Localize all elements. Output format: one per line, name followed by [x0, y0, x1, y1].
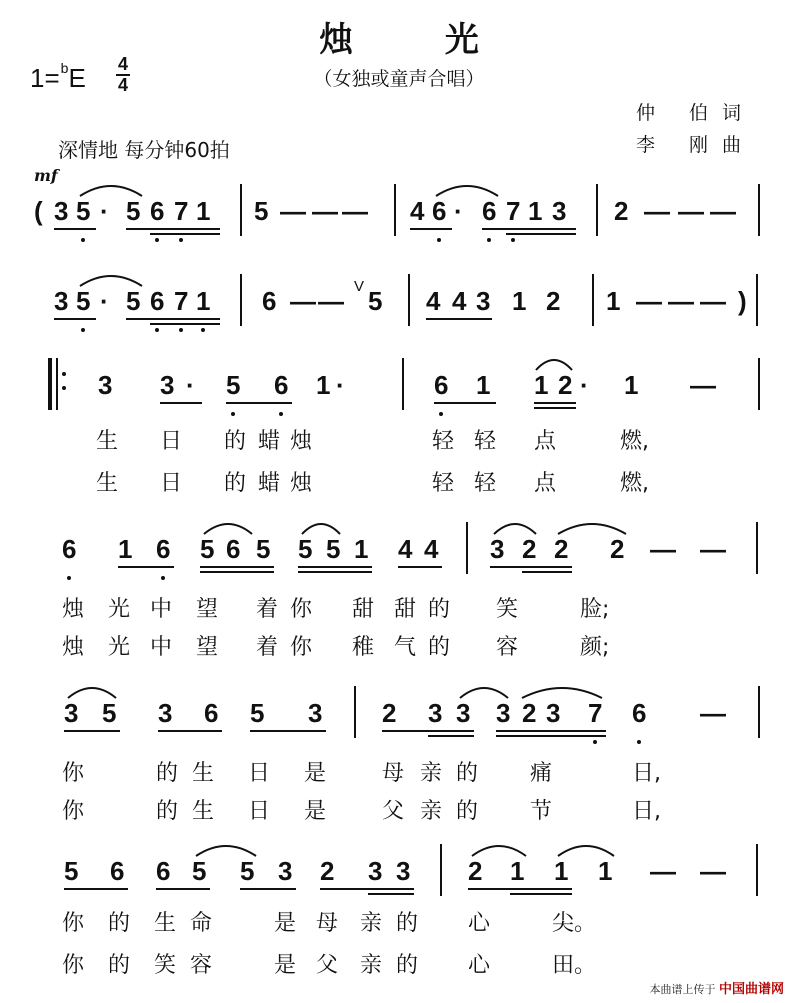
lyric: 心: [468, 911, 491, 936]
underline: [410, 228, 452, 230]
underline: [298, 566, 372, 568]
lyric: 颜;: [580, 635, 610, 660]
note: 6: [156, 856, 171, 886]
lyric: 的: [456, 799, 479, 824]
lyric: 你: [62, 761, 85, 786]
note: 5: [126, 196, 141, 226]
dash: —: [312, 196, 338, 226]
tempo-marking: 深情地 每分钟60拍: [58, 138, 230, 162]
site-brand[interactable]: 中国曲谱网: [718, 982, 784, 997]
note: 3: [456, 698, 471, 728]
lyric: 母: [316, 911, 339, 936]
notation-line-4: [0, 534, 798, 594]
lyric: 笑: [154, 953, 177, 978]
dash: —: [700, 698, 726, 728]
note: 4: [410, 196, 425, 226]
note: 6: [150, 196, 165, 226]
slur: [492, 520, 538, 536]
lyric: 光: [108, 597, 131, 622]
lyric: 是: [274, 911, 297, 936]
dash: —: [690, 370, 716, 400]
dash: —: [650, 534, 676, 564]
lyric: 燃,: [620, 471, 649, 496]
note: 6: [632, 698, 647, 728]
lyric: 烛: [290, 429, 313, 454]
note: 7: [588, 698, 603, 728]
dash: —: [668, 286, 694, 316]
note: 3: [546, 698, 561, 728]
footer-credit: [649, 978, 784, 997]
note: 5: [64, 856, 79, 886]
note: 5: [326, 534, 341, 564]
lyric: 生: [96, 429, 119, 454]
underline: [496, 735, 606, 737]
lyric: 亲: [360, 911, 383, 936]
note: 1: [512, 286, 527, 316]
underline: [226, 402, 292, 404]
underline: [54, 228, 96, 230]
note: 5: [192, 856, 207, 886]
note: 1: [598, 856, 613, 886]
lyric: 你: [62, 953, 85, 978]
note: 5: [368, 286, 383, 316]
slur: [66, 684, 118, 700]
breath-mark: V: [354, 278, 365, 295]
barline: [756, 844, 758, 896]
note: 6: [62, 534, 77, 564]
lyric: 日: [160, 471, 183, 496]
slur: [520, 684, 604, 700]
low-octave-dot: [81, 238, 85, 242]
barline: [408, 274, 410, 326]
lyric: 的: [108, 953, 131, 978]
dash: —: [710, 196, 736, 226]
note: 1: [606, 286, 621, 316]
key-note: E: [68, 63, 86, 93]
key-signature: [30, 60, 86, 94]
dash: —: [290, 286, 316, 316]
underline: [510, 893, 572, 895]
lyric: 稚: [352, 635, 375, 660]
lyric: 命: [190, 911, 213, 936]
note: 4: [426, 286, 441, 316]
note: 7: [506, 196, 521, 226]
underline: [522, 571, 572, 573]
close-paren: ): [738, 286, 747, 316]
note: 6: [226, 534, 241, 564]
underline: [490, 566, 572, 568]
underline: [64, 888, 128, 890]
lyric: 节: [530, 799, 553, 824]
note: 6: [274, 370, 289, 400]
lyric: 亲: [420, 799, 443, 824]
lyric: 亲: [360, 953, 383, 978]
lyric: 田。: [552, 953, 597, 978]
note: 6: [150, 286, 165, 316]
flat-sign: b: [60, 60, 69, 76]
note: 6: [204, 698, 219, 728]
note: 5: [250, 698, 265, 728]
lyric: 着: [256, 597, 279, 622]
underline: [160, 402, 202, 404]
lyric: 光: [108, 635, 131, 660]
note: 3: [54, 196, 69, 226]
low-octave-dot: [155, 238, 159, 242]
lyric: 的: [224, 429, 247, 454]
slur: [78, 272, 144, 288]
note: 6: [156, 534, 171, 564]
underline: [200, 571, 274, 573]
note: 7: [174, 196, 189, 226]
lyric: 的: [428, 597, 451, 622]
barline: [758, 358, 760, 410]
lyric: 生: [96, 471, 119, 496]
subtitle: （女独或童声合唱）: [313, 68, 485, 90]
underline: [64, 730, 120, 732]
barline: [756, 274, 758, 326]
note: 2: [558, 370, 573, 400]
note: 4: [424, 534, 439, 564]
underline: [240, 888, 296, 890]
note: 5: [298, 534, 313, 564]
underline: [534, 402, 576, 404]
note: 2: [382, 698, 397, 728]
low-octave-dot: [201, 328, 205, 332]
lyric: 生: [192, 761, 215, 786]
note: 6: [434, 370, 449, 400]
key-prefix: 1=: [30, 63, 60, 93]
lyric: 烛: [62, 597, 85, 622]
note: 3: [64, 698, 79, 728]
lyric: 轻: [432, 429, 455, 454]
note: 6: [482, 196, 497, 226]
lyric: 蜡: [258, 471, 281, 496]
underline: [468, 888, 572, 890]
lyric: 甜: [394, 597, 417, 622]
note: 1: [624, 370, 639, 400]
note: ·: [186, 370, 195, 400]
lyric: 轻: [432, 471, 455, 496]
low-octave-dot: [279, 412, 283, 416]
slur: [458, 684, 510, 700]
note: 5: [256, 534, 271, 564]
note: 2: [610, 534, 625, 564]
low-octave-dot: [155, 328, 159, 332]
underline: [534, 407, 576, 409]
time-signature: [116, 56, 130, 94]
note: 3: [160, 370, 175, 400]
lyric: 甜: [352, 597, 375, 622]
note: 1: [510, 856, 525, 886]
lyric: 的: [156, 761, 179, 786]
dynamic-marking: mf: [34, 166, 58, 185]
note: ·: [100, 286, 109, 316]
note: 5: [226, 370, 241, 400]
composer-credit: 李 刚曲: [636, 134, 756, 156]
barline: [466, 522, 468, 574]
underline: [482, 228, 576, 230]
lyric: 尖。: [552, 911, 597, 936]
note: 1: [196, 196, 211, 226]
note: (: [34, 196, 43, 226]
repeat-thin-bar: [56, 358, 58, 410]
lyric: 烛: [290, 471, 313, 496]
note: 5: [102, 698, 117, 728]
underline: [426, 318, 492, 320]
lyric: 望: [196, 635, 219, 660]
low-octave-dot: [179, 238, 183, 242]
underline: [158, 730, 222, 732]
underline: [298, 571, 372, 573]
lyric: 父: [382, 799, 405, 824]
note: 3: [428, 698, 443, 728]
repeat-thick-bar: [48, 358, 52, 410]
note: 2: [522, 534, 537, 564]
barline: [240, 184, 242, 236]
note: 3: [496, 698, 511, 728]
note: 2: [546, 286, 561, 316]
low-octave-dot: [593, 740, 597, 744]
note: 1: [354, 534, 369, 564]
note: 3: [368, 856, 383, 886]
barline: [394, 184, 396, 236]
song-title: 烛 光: [319, 20, 519, 60]
barline: [354, 686, 356, 738]
note: 7: [174, 286, 189, 316]
low-octave-dot: [437, 238, 441, 242]
dash: —: [700, 286, 726, 316]
slur: [434, 182, 500, 198]
lyric: 日: [248, 761, 271, 786]
note: ·: [100, 196, 109, 226]
note: 2: [320, 856, 335, 886]
low-octave-dot: [179, 328, 183, 332]
note: 3: [278, 856, 293, 886]
notation-line-1: [0, 196, 798, 256]
lyric: 着: [256, 635, 279, 660]
dash: —: [700, 534, 726, 564]
lyric: 生: [154, 911, 177, 936]
note: 6: [432, 196, 447, 226]
underline: [428, 735, 474, 737]
note: 5: [240, 856, 255, 886]
lyric: 中: [150, 597, 173, 622]
underline: [398, 566, 442, 568]
lyric: 的: [156, 799, 179, 824]
lyric: 你: [62, 911, 85, 936]
note: 3: [396, 856, 411, 886]
note: 1: [534, 370, 549, 400]
lyric: 容: [496, 635, 519, 660]
lyric: 你: [290, 597, 313, 622]
underline: [54, 318, 96, 320]
low-octave-dot: [511, 238, 515, 242]
lyric: 脸;: [580, 597, 610, 622]
lyric: 烛: [62, 635, 85, 660]
underline: [496, 730, 606, 732]
underline: [320, 888, 414, 890]
note: 2: [614, 196, 629, 226]
notation-line-5: [0, 698, 798, 758]
slur: [300, 520, 342, 536]
barline: [592, 274, 594, 326]
low-octave-dot: [487, 238, 491, 242]
lyric: 母: [382, 761, 405, 786]
dash: —: [318, 286, 344, 316]
note: 3: [158, 698, 173, 728]
lyricist-credit: 仲 伯词: [636, 102, 756, 124]
dash: —: [700, 856, 726, 886]
slur: [556, 842, 616, 858]
lyric: 是: [274, 953, 297, 978]
slur: [78, 182, 144, 198]
note: ·: [336, 370, 345, 400]
low-octave-dot: [231, 412, 235, 416]
lyric: 心: [468, 953, 491, 978]
note: 4: [452, 286, 467, 316]
lyric: 日: [248, 799, 271, 824]
lyric: 的: [108, 911, 131, 936]
underline: [368, 893, 414, 895]
note: ·: [454, 196, 463, 226]
underline: [382, 730, 474, 732]
note: 3: [98, 370, 113, 400]
note: 1: [196, 286, 211, 316]
lyric: 父: [316, 953, 339, 978]
note: 5: [76, 286, 91, 316]
note: 3: [308, 698, 323, 728]
slur: [470, 842, 528, 858]
lyric: 笑: [496, 597, 519, 622]
barline: [240, 274, 242, 326]
note: 1: [118, 534, 133, 564]
note: 5: [200, 534, 215, 564]
low-octave-dot: [637, 740, 641, 744]
dash: —: [280, 196, 306, 226]
underline: [200, 566, 274, 568]
lyric: 痛: [530, 761, 553, 786]
lyric: 日,: [632, 799, 661, 824]
low-octave-dot: [81, 328, 85, 332]
lyric: 点: [534, 429, 557, 454]
underline: [126, 318, 220, 320]
dash: —: [644, 196, 670, 226]
note: 5: [254, 196, 269, 226]
lyric: 的: [224, 471, 247, 496]
slur: [534, 356, 574, 372]
lyric: 你: [62, 799, 85, 824]
low-octave-dot: [161, 576, 165, 580]
slur: [194, 842, 258, 858]
note: 5: [126, 286, 141, 316]
underline: [434, 402, 496, 404]
footer-text: 本曲谱上传于: [649, 983, 716, 996]
meter-bottom: 4: [117, 75, 128, 95]
lyric: 的: [428, 635, 451, 660]
underline: [126, 228, 220, 230]
dash: —: [650, 856, 676, 886]
note: 3: [552, 196, 567, 226]
note: 1: [528, 196, 543, 226]
lyric: 日: [160, 429, 183, 454]
note: 2: [554, 534, 569, 564]
slur: [556, 520, 628, 536]
note: 5: [76, 196, 91, 226]
lyric: 轻: [474, 429, 497, 454]
barline: [440, 844, 442, 896]
lyric: 你: [290, 635, 313, 660]
lyric: 的: [396, 953, 419, 978]
low-octave-dot: [67, 576, 71, 580]
underline: [156, 888, 210, 890]
lyric: 蜡: [258, 429, 281, 454]
note: 2: [468, 856, 483, 886]
dash: —: [342, 196, 368, 226]
note: 1: [476, 370, 491, 400]
barline: [596, 184, 598, 236]
lyric: 点: [534, 471, 557, 496]
underline: [150, 323, 220, 325]
lyric: 容: [190, 953, 213, 978]
lyric: 生: [192, 799, 215, 824]
repeat-dot: [62, 372, 66, 376]
lyric: 气: [394, 635, 417, 660]
lyric: 中: [150, 635, 173, 660]
note: 1: [554, 856, 569, 886]
repeat-dot: [62, 386, 66, 390]
underline: [118, 566, 174, 568]
barline: [756, 522, 758, 574]
note: 3: [476, 286, 491, 316]
slur: [202, 520, 254, 536]
notation-line-2: [0, 278, 798, 346]
underline: [506, 233, 576, 235]
barline: [758, 184, 760, 236]
dash: —: [636, 286, 662, 316]
note: 3: [490, 534, 505, 564]
lyric: 望: [196, 597, 219, 622]
note: 6: [262, 286, 277, 316]
note: 3: [54, 286, 69, 316]
meter-top: 4: [117, 54, 128, 74]
lyric: 是: [304, 799, 327, 824]
note: ·: [580, 370, 589, 400]
note: 2: [522, 698, 537, 728]
dash: —: [678, 196, 704, 226]
note: 6: [110, 856, 125, 886]
note: 4: [398, 534, 413, 564]
low-octave-dot: [439, 412, 443, 416]
lyric: 日,: [632, 761, 661, 786]
barline: [758, 686, 760, 738]
underline: [250, 730, 326, 732]
barline: [402, 358, 404, 410]
notation-line-3: [0, 370, 798, 430]
lyric: 的: [396, 911, 419, 936]
lyric: 轻: [474, 471, 497, 496]
underline: [150, 233, 220, 235]
note: 1: [316, 370, 331, 400]
lyric: 是: [304, 761, 327, 786]
lyric: 亲: [420, 761, 443, 786]
lyric: 的: [456, 761, 479, 786]
lyric: 燃,: [620, 429, 649, 454]
